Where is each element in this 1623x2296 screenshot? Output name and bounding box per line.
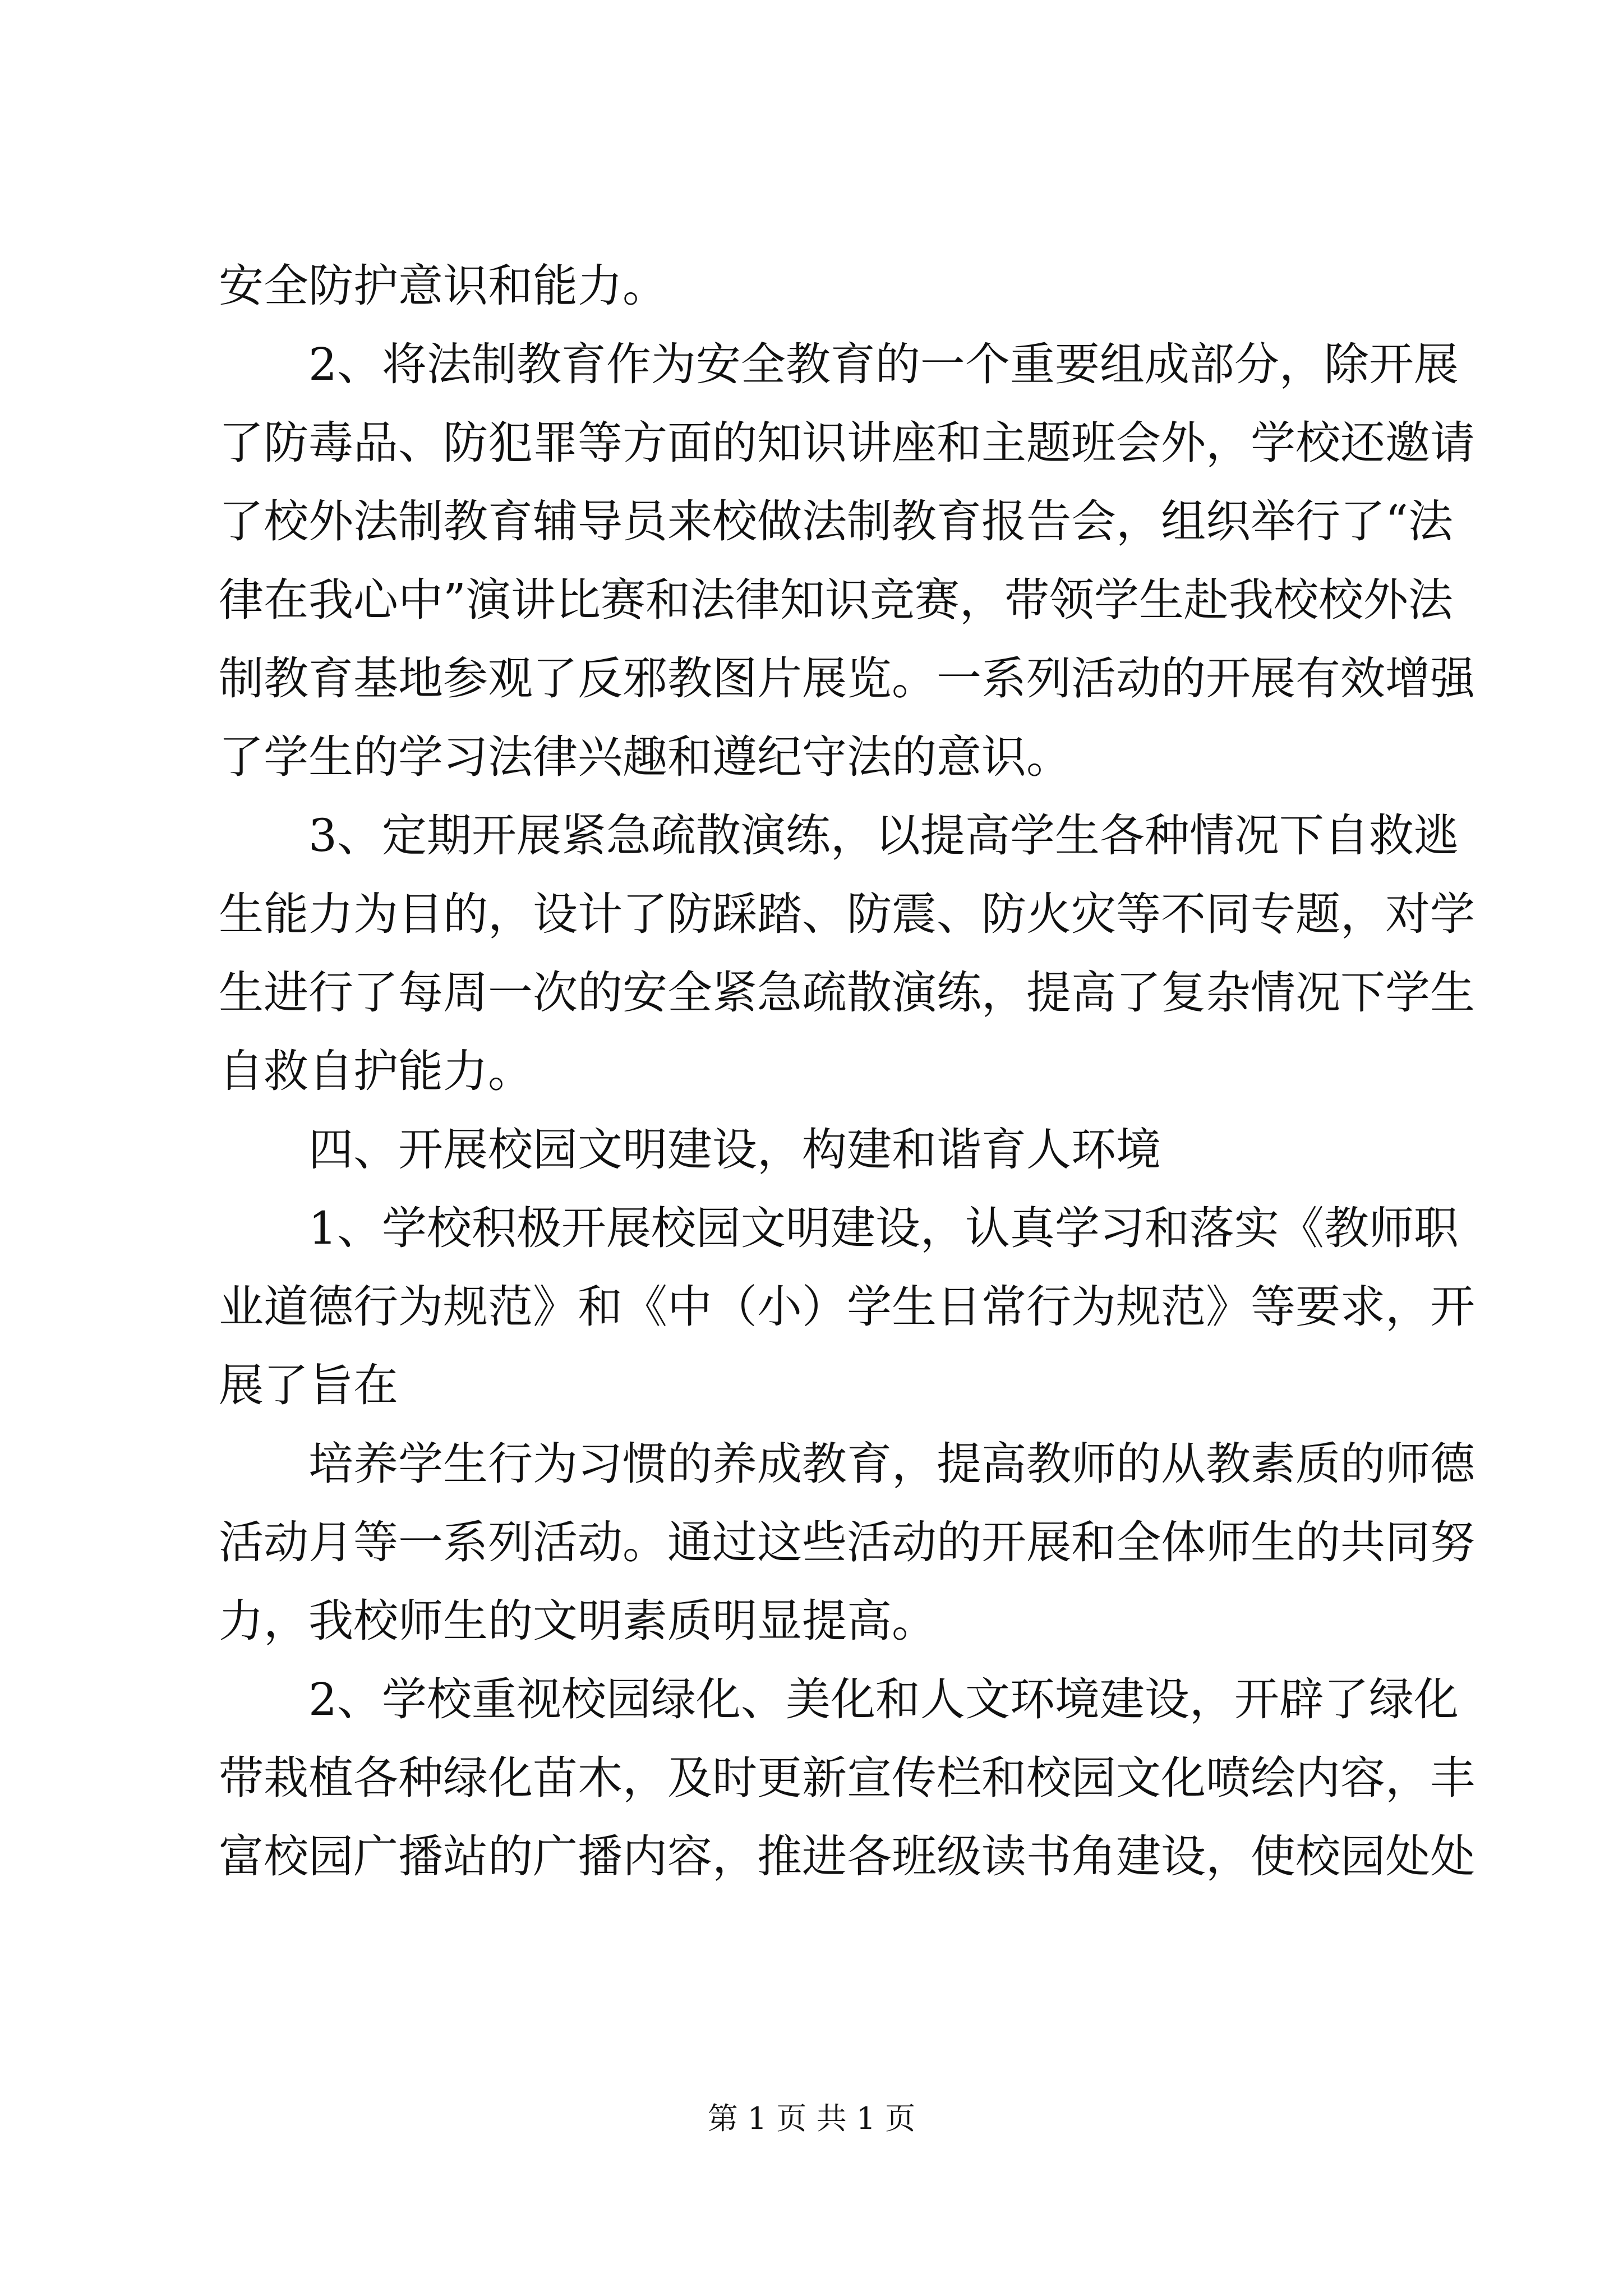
body-text-line: 2、将法制教育作为安全教育的一个重要组成部分，除开展 <box>308 338 1459 390</box>
body-text-line: 生能力为目的，设计了防踩踏、防震、防火灾等不同专题，对学 <box>219 888 1475 940</box>
body-text-line: 生进行了每周一次的安全紧急疏散演练，提高了复杂情况下学生 <box>219 967 1475 1019</box>
body-text-line: 展了旨在 <box>219 1359 398 1411</box>
body-text-line: 了学生的学习法律兴趣和遵纪守法的意识。 <box>219 731 1071 783</box>
body-text-line: 了校外法制教育辅导员来校做法制教育报告会，组织举行了“法 <box>219 495 1453 547</box>
body-text-line: 四、开展校园文明建设，构建和谐育人环境 <box>308 1124 1161 1176</box>
body-text-line: 活动月等一系列活动。通过这些活动的开展和全体师生的共同努 <box>219 1516 1475 1568</box>
body-text-line: 了防毒品、防犯罪等方面的知识讲座和主题班会外，学校还邀请 <box>219 417 1475 469</box>
body-text-line: 律在我心中”演讲比赛和法律知识竞赛，带领学生赴我校校外法 <box>219 574 1453 626</box>
body-text-line: 制教育基地参观了反邪教图片展览。一系列活动的开展有效增强 <box>219 652 1475 705</box>
page-footer: 第 1 页 共 1 页 <box>707 2101 916 2136</box>
body-text-line: 1、学校积极开展校园文明建设，认真学习和落实《教师职 <box>308 1202 1459 1254</box>
body-text-line: 3、定期开展紧急疏散演练，以提高学生各种情况下自救逃 <box>308 809 1459 862</box>
body-text-line: 力，我校师生的文明素质明显提高。 <box>219 1595 937 1647</box>
body-text-line: 安全防护意识和能力。 <box>219 260 667 312</box>
document-body <box>219 247 1475 1896</box>
body-text-line: 富校园广播站的广播内容，推进各班级读书角建设，使校园处处 <box>219 1830 1475 1883</box>
body-text-line: 培养学生行为习惯的养成教育，提高教师的从教素质的师德 <box>308 1438 1475 1490</box>
body-text-line: 2、学校重视校园绿化、美化和人文环境建设，开辟了绿化 <box>308 1673 1459 1726</box>
body-text-line: 业道德行为规范》和《中（小）学生日常行为规范》等要求，开 <box>219 1281 1475 1333</box>
body-text-line: 自救自护能力。 <box>219 1045 533 1097</box>
body-text-line: 带栽植各种绿化苗木，及时更新宣传栏和校园文化喷绘内容，丰 <box>219 1752 1475 1804</box>
